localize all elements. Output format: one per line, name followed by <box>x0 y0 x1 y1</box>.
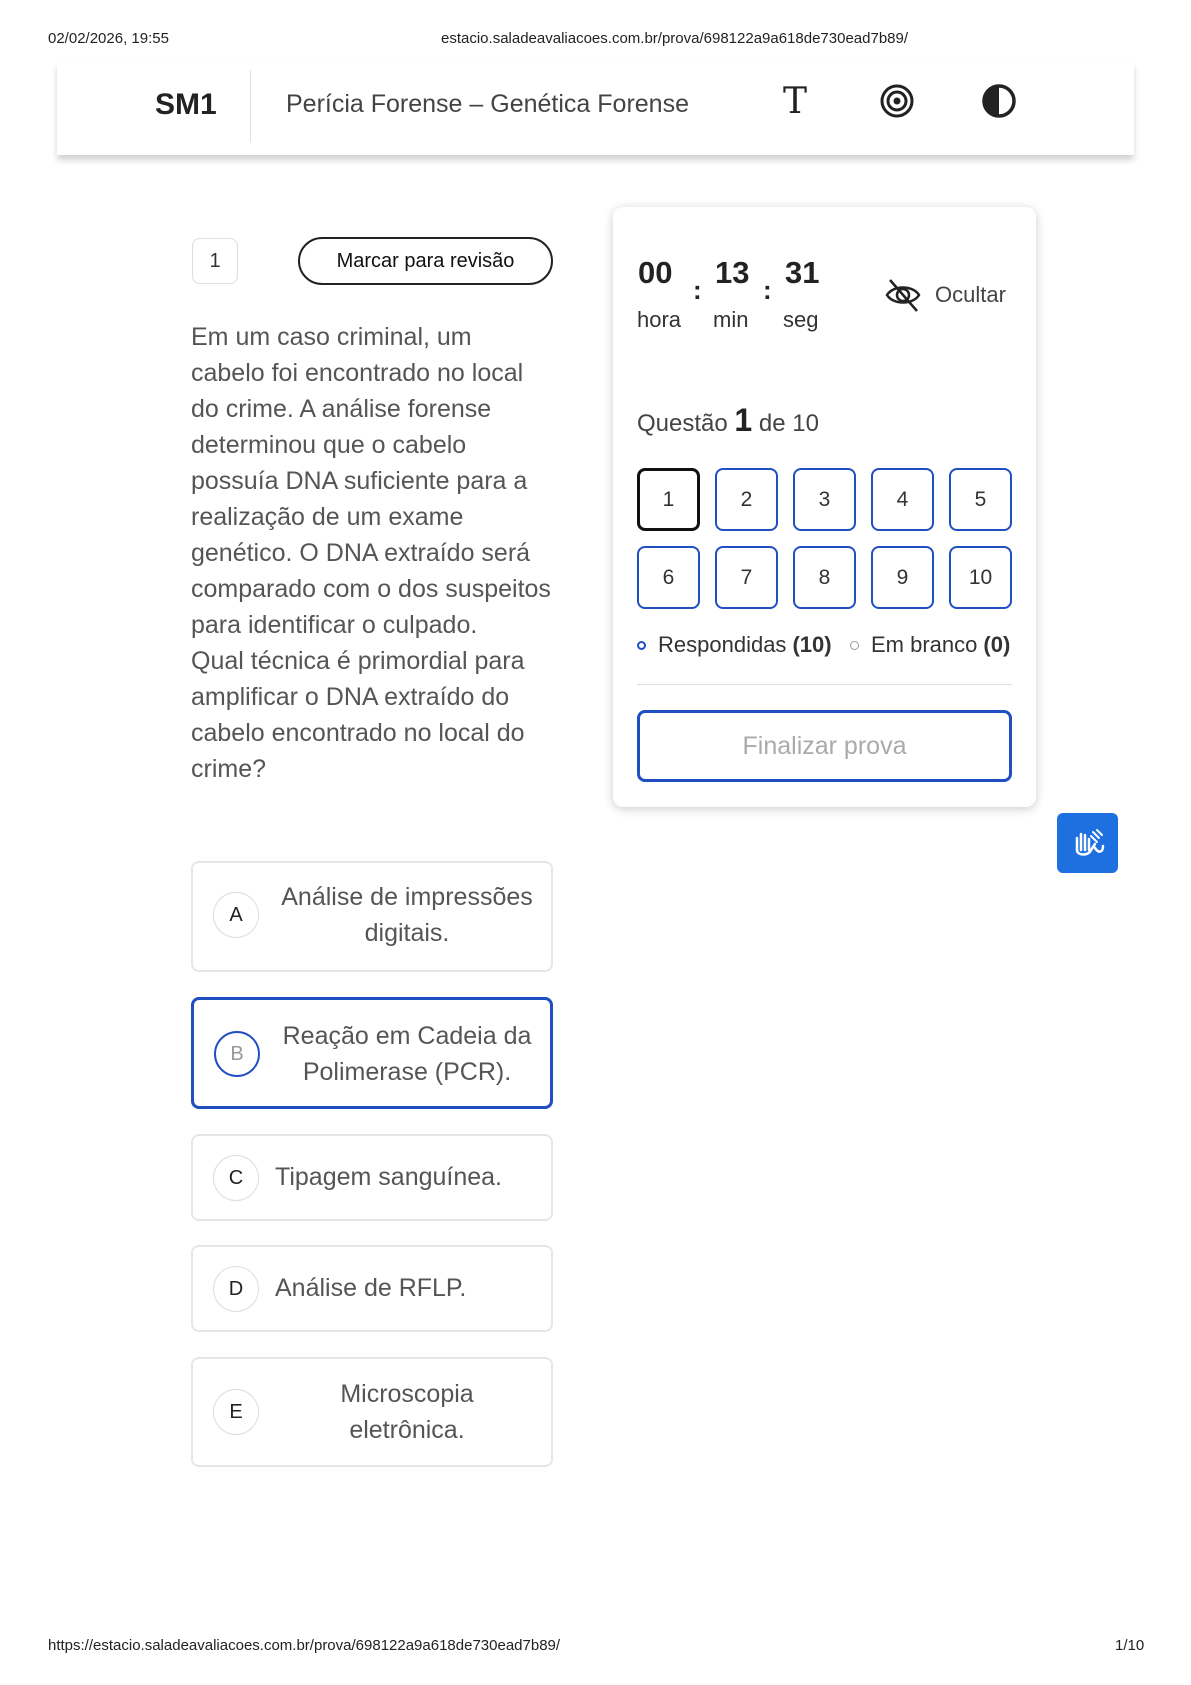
question-prompt: Qual técnica é primordial para amplificar o DNA extraído do cabelo encontrado no local do crime? <box>191 647 525 783</box>
option-text: Análise de impressões digitais. <box>281 883 533 947</box>
hands-icon <box>1069 824 1107 862</box>
answered-count: (10) <box>792 632 832 657</box>
finish-exam-button[interactable]: Finalizar prova <box>637 710 1012 782</box>
question-nav-button[interactable]: 7 <box>715 546 778 609</box>
print-date: 02/02/2026, 19:55 <box>48 30 169 47</box>
timer-minutes: 13 <box>715 255 750 290</box>
course-title: Perícia Forense – Genética Forense <box>286 90 689 118</box>
print-page-number: 1/10 <box>1115 1637 1145 1654</box>
question-nav-button[interactable]: 1 <box>637 468 700 531</box>
answered-label: Respondidas <box>658 632 787 657</box>
question-counter <box>637 402 819 439</box>
option-text: Tipagem sanguínea. <box>275 1163 503 1191</box>
timer-separator: : <box>693 275 702 305</box>
blank-legend <box>850 632 1010 658</box>
question-nav-button[interactable]: 9 <box>871 546 934 609</box>
hide-timer-label: Ocultar <box>935 282 1006 307</box>
option-letter: E <box>213 1389 259 1435</box>
target-icon-svg <box>879 83 915 119</box>
option-a[interactable] <box>191 861 553 972</box>
option-letter: B <box>214 1031 260 1077</box>
blank-count: (0) <box>983 632 1011 657</box>
question-nav-button[interactable]: 3 <box>793 468 856 531</box>
blank-dot-icon <box>850 641 859 650</box>
font-size-icon[interactable]: T <box>782 80 807 122</box>
target-icon[interactable] <box>875 79 919 123</box>
mark-for-review-button[interactable]: Marcar para revisão <box>298 237 553 285</box>
timer-hours-label: hora <box>637 307 682 332</box>
option-letter: C <box>213 1155 259 1201</box>
option-c[interactable] <box>191 1134 553 1221</box>
option-text: Análise de RFLP. <box>275 1274 467 1302</box>
question-nav-button[interactable]: 4 <box>871 468 934 531</box>
option-letter: D <box>213 1266 259 1312</box>
question-text <box>191 319 551 787</box>
timer-separator: : <box>763 275 772 305</box>
option-b[interactable] <box>191 997 553 1109</box>
contrast-icon-svg <box>981 83 1017 119</box>
top-bar <box>57 62 1134 155</box>
print-url: estacio.saladeavaliacoes.com.br/prova/698122a9a618de730ead7b89/ <box>441 30 909 47</box>
option-e[interactable] <box>191 1357 553 1467</box>
question-statement: Em um caso criminal, um cabelo foi encontrado no local do crime. A análise forense determinou que o cabelo possuía DNA suficiente para a realização de um exame genético. O DNA extraído será comparado com o dos suspeitos para identificar o culpado. <box>191 323 551 639</box>
question-counter-prefix: Questão <box>637 410 728 437</box>
question-counter-suffix: de 10 <box>758 410 819 437</box>
question-counter-current: 1 <box>734 402 753 438</box>
print-footer-url: https://estacio.saladeavaliacoes.com.br/prova/698122a9a618de730ead7b89/ <box>48 1637 561 1654</box>
question-nav-button[interactable]: 10 <box>949 546 1012 609</box>
option-text: Reação em Cadeia da Polimerase (PCR). <box>282 1022 532 1086</box>
answered-dot-icon <box>637 641 646 650</box>
sign-language-icon[interactable] <box>1057 813 1118 873</box>
question-nav-button[interactable]: 5 <box>949 468 1012 531</box>
option-text: Microscopia eletrônica. <box>340 1380 474 1444</box>
option-d[interactable] <box>191 1245 553 1332</box>
panel-divider <box>637 684 1012 685</box>
brand-divider <box>250 70 251 142</box>
option-letter: A <box>213 892 259 938</box>
timer-seconds: 31 <box>785 255 820 290</box>
timer-minutes-label: min <box>713 307 749 332</box>
question-number: 1 <box>192 238 238 284</box>
timer-seconds-label: seg <box>783 307 819 332</box>
timer-hours: 00 <box>638 255 673 290</box>
answered-legend <box>637 632 832 658</box>
timer-nav-panel <box>613 207 1036 807</box>
hide-timer-button[interactable] <box>883 275 1006 315</box>
eye-off-icon <box>883 275 923 315</box>
blank-label: Em branco <box>871 632 978 657</box>
question-nav-button[interactable]: 6 <box>637 546 700 609</box>
question-nav-button[interactable]: 2 <box>715 468 778 531</box>
brand-logo: SM1 <box>155 88 217 121</box>
contrast-icon[interactable] <box>977 79 1021 123</box>
question-nav-button[interactable]: 8 <box>793 546 856 609</box>
